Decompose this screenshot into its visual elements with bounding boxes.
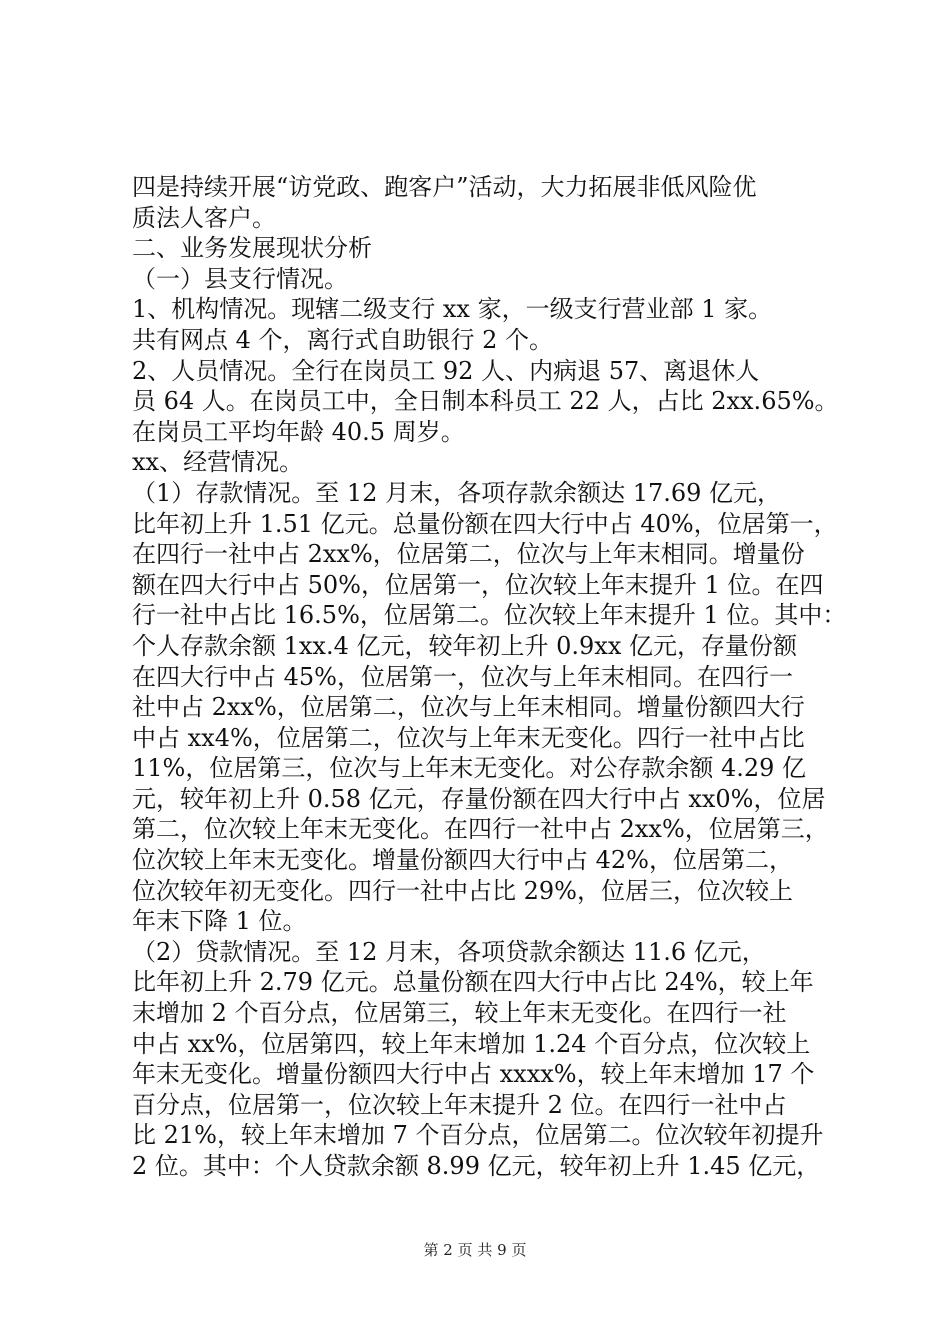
text-line: 百分点，位居第一，位次较上年末提升 2 位。在四行一社中占	[132, 1090, 787, 1119]
text-line: 第二，位次较上年末无变化。在四行一社中占 2xx%，位居第三，	[132, 815, 829, 844]
text-line: 比 21%，较上年末增加 7 个百分点，位居第二。位次较年初提升	[132, 1121, 824, 1150]
text-line: 位次较年初无变化。四行一社中占比 29%，位居三，位次较上	[132, 876, 793, 905]
text-line: 1、机构情况。现辖二级支行 xx 家，一级支行营业部 1 家。	[132, 295, 773, 324]
text-line: 中占 xx%，位居第四，较上年末增加 1.24 个百分点，位次较上	[132, 1029, 811, 1058]
text-line: 中占 xx4%，位居第二，位次与上年末无变化。四行一社中占比	[132, 723, 805, 752]
text-line: （2）贷款情况。至 12 月末，各项贷款余额达 11.6 亿元，	[132, 937, 766, 966]
text-line: 社中占 2xx%，位居第二，位次与上年末相同。增量份额四大行	[132, 693, 805, 722]
text-line: 员 64 人。在岗员工中，全日制本科员工 22 人，占比 2xx.65%。	[132, 387, 839, 416]
text-line: 元，较年初上升 0.58 亿元，存量份额在四大行中占 xx0%，位居	[132, 784, 826, 813]
text-line: （1）存款情况。至 12 月末，各项存款余额达 17.69 亿元，	[132, 478, 782, 507]
text-line: 位次较上年末无变化。增量份额四大行中占 42%，位居第二，	[132, 846, 793, 875]
text-line: 2 位。其中：个人贷款余额 8.99 亿元，较年初上升 1.45 亿元，	[132, 1152, 821, 1180]
text-line: 质法人客户。	[132, 203, 276, 232]
text-line: 在岗员工平均年龄 40.5 周岁。	[132, 417, 465, 446]
text-line: 11%，位居第三，位次与上年末无变化。对公存款余额 4.29 亿	[132, 754, 807, 783]
text-line: 在四大行中占 45%，位居第一，位次与上年末相同。在四行一	[132, 662, 793, 691]
text-line: 年末下降 1 位。	[132, 907, 307, 936]
text-line: 四是持续开展“访党政、跑客户”活动，大力拓展非低风险优	[132, 173, 757, 201]
text-line: 额在四大行中占 50%，位居第一，位次较上年末提升 1 位。在四	[132, 570, 824, 599]
subsection-heading: xx、经营情况。	[132, 448, 304, 477]
text-line: 行一社中占比 16.5%，位居第二。位次较上年末提升 1 位。其中：	[132, 601, 847, 630]
text-line: 2、人员情况。全行在岗员工 92 人、内病退 57、离退休人	[132, 356, 760, 385]
text-line: 在四行一社中占 2xx%，位居第二，位次与上年末相同。增量份	[132, 540, 805, 569]
text-line: 比年初上升 1.51 亿元。总量份额在四大行中占 40%，位居第一，	[132, 509, 838, 538]
text-line: 个人存款余额 1xx.4 亿元，较年初上升 0.9xx 亿元，存量份额	[132, 631, 797, 660]
text-line: 比年初上升 2.79 亿元。总量份额在四大行中占比 24%，较上年	[132, 968, 814, 997]
page-number-footer: 第 2 页 共 9 页	[423, 1241, 527, 1259]
text-line: 共有网点 4 个，离行式自助银行 2 个。	[132, 325, 554, 354]
text-line: 年末无变化。增量份额四大行中占 xxxx%，较上年末增加 17 个	[132, 1060, 815, 1089]
section-heading: 二、业务发展现状分析	[132, 234, 372, 263]
subsection-heading: （一）县支行情况。	[132, 264, 348, 293]
text-line: 末增加 2 个百分点，位居第三，较上年末无变化。在四行一社	[132, 999, 787, 1028]
document-body	[132, 172, 847, 1182]
